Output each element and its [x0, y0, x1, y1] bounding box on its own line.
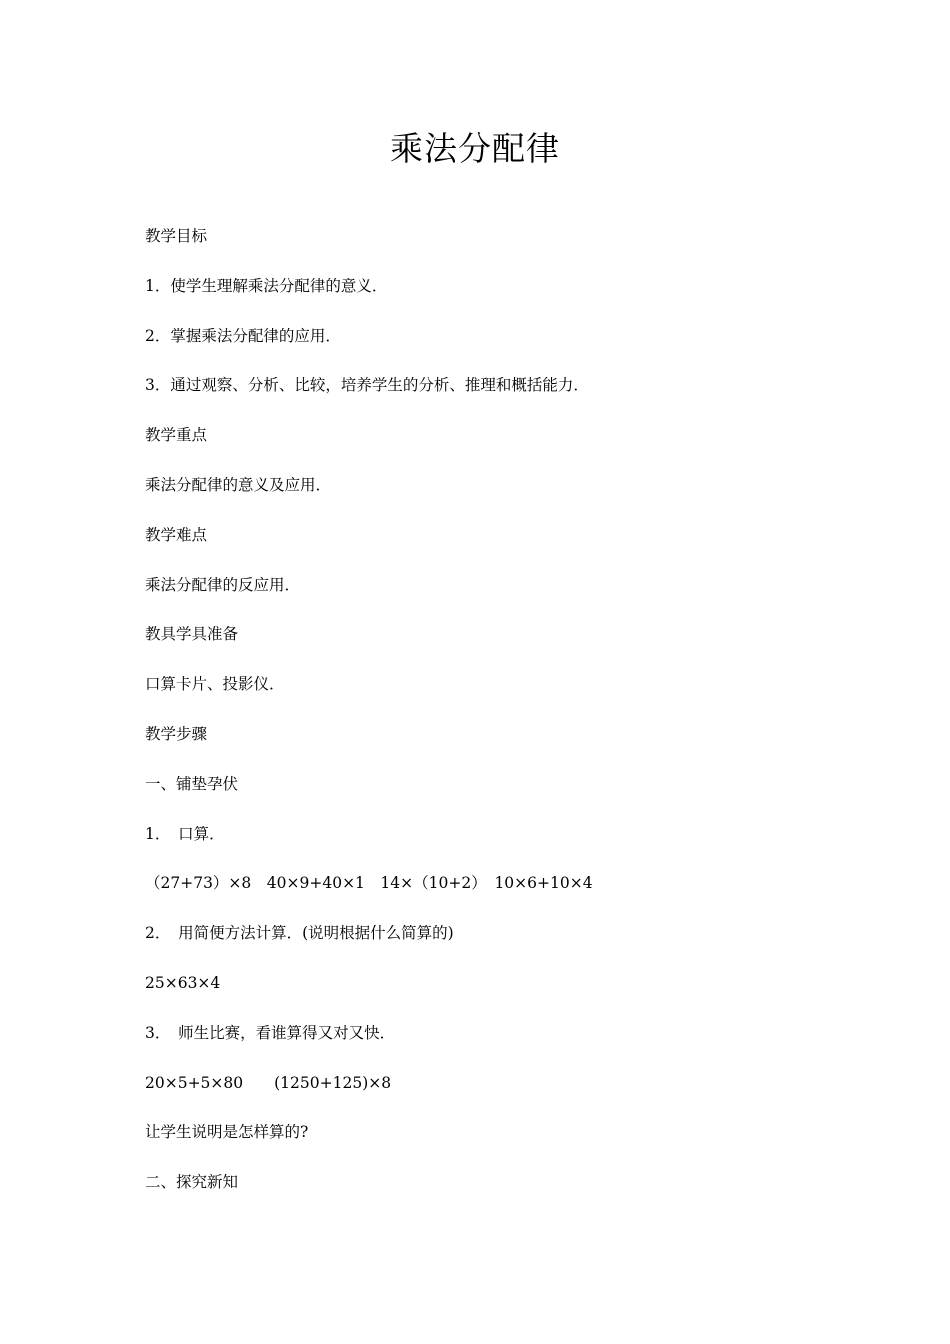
heading-key-points: 教学重点 [145, 426, 208, 445]
heading-steps: 教学步骤 [145, 724, 208, 743]
step-2-label: 2． 用简便方法计算．(说明根据什么简算的) [145, 924, 454, 943]
section-one-heading: 一、铺垫孕伏 [145, 774, 239, 793]
heading-difficulties: 教学难点 [145, 525, 208, 544]
document-body [145, 224, 845, 1220]
step-3-label: 3． 师生比赛，看谁算得又对又快． [145, 1023, 396, 1042]
goal-item-2: 2．掌握乘法分配律的应用． [145, 326, 341, 345]
explain-prompt: 让学生说明是怎样算的? [145, 1123, 309, 1142]
materials-text: 口算卡片、投影仪． [145, 675, 285, 694]
step-1-label: 1． 口算． [145, 824, 225, 843]
document-title: 乘法分配律 [390, 129, 560, 168]
key-points-text: 乘法分配律的意义及应用． [145, 475, 332, 494]
step-3-expressions: 20×5+5×80 (1250+125)×8 [145, 1073, 392, 1092]
heading-teaching-goals: 教学目标 [145, 227, 208, 245]
heading-materials: 教具学具准备 [145, 625, 239, 644]
section-two-heading: 二、探究新知 [145, 1173, 239, 1192]
difficulties-text: 乘法分配律的反应用． [145, 575, 301, 594]
goal-item-3: 3．通过观察、分析、比较，培养学生的分析、推理和概括能力． [145, 376, 589, 395]
step-2-expression: 25×63×4 [145, 973, 221, 992]
goal-item-1: 1．使学生理解乘法分配律的意义． [145, 276, 388, 295]
step-1-expressions: （27+73）×8 40×9+40×1 14×（10+2） 10×6+10×4 [145, 874, 593, 893]
